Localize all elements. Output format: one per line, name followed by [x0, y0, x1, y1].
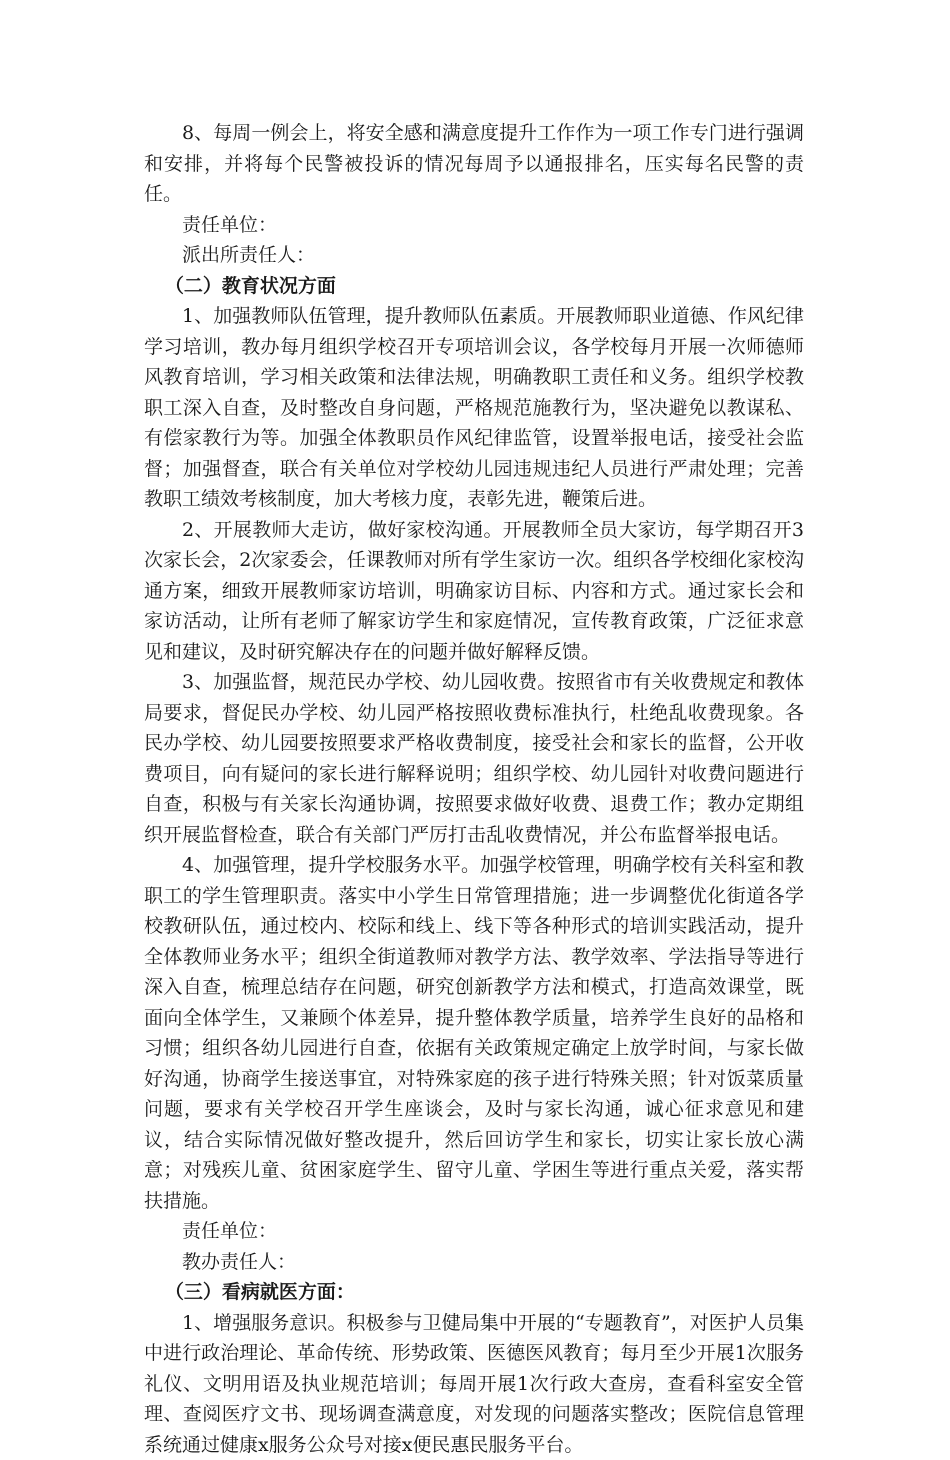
- responsible-unit-label: 责任单位：: [144, 210, 804, 241]
- police-station-responsible-person-label: 派出所责任人：: [144, 240, 804, 271]
- education-office-responsible-person-label: 教办责任人：: [144, 1247, 804, 1278]
- responsible-unit-label-2: 责任单位：: [144, 1216, 804, 1247]
- medical-paragraph-1: 1、增强服务意识。积极参与卫健局集中开展的“专题教育”，对医护人员集中进行政治理论、革命传统、形势政策、医德医风教育；每月至少开展1次服务礼仪、文明用语及执业规范培训；每周开展1次行政大查房，查看科室安全管理、查阅医疗文书、现场调查满意度，对发现的问题落实整改；医院信息管理系统通过健康x服务公众号对接x便民惠民服务平台。: [144, 1308, 804, 1460]
- education-paragraph-1: 1、加强教师队伍管理，提升教师队伍素质。开展教师职业道德、作风纪律学习培训，教办每月组织学校召开专项培训会议，各学校每月开展一次师德师风教育培训，学习相关政策和法律法规，明确教职工责任和义务。组织学校教职工深入自查，及时整改自身问题，严格规范施教行为，坚决避免以教谋私、有偿家教行为等。加强全体教职员作风纪律监管，设置举报电话，接受社会监督；加强督查，联合有关单位对学校幼儿园违规违纪人员进行严肃处理；完善教职工绩效考核制度，加大考核力度，表彰先进，鞭策后进。: [144, 301, 804, 515]
- education-paragraph-3: 3、加强监督，规范民办学校、幼儿园收费。按照省市有关收费规定和教体局要求，督促民办学校、幼儿园严格按照收费标准执行，杜绝乱收费现象。各民办学校、幼儿园要按照要求严格收费制度，接受社会和家长的监督，公开收费项目，向有疑问的家长进行解释说明；组织学校、幼儿园针对收费问题进行自查，积极与有关家长沟通协调，按照要求做好收费、退费工作；教办定期组织开展监督检查，联合有关部门严厉打击乱收费情况，并公布监督举报电话。: [144, 667, 804, 850]
- education-paragraph-2: 2、开展教师大走访，做好家校沟通。开展教师全员大家访，每学期召开3次家长会，2次家委会，任课教师对所有学生家访一次。组织各学校细化家校沟通方案，细致开展教师家访培训，明确家访目标、内容和方式。通过家长会和家访活动，让所有老师了解家访学生和家庭情况，宣传教育政策，广泛征求意见和建议，及时研究解决存在的问题并做好解释反馈。: [144, 515, 804, 668]
- education-paragraph-4: 4、加强管理，提升学校服务水平。加强学校管理，明确学校有关科室和教职工的学生管理职责。落实中小学生日常管理措施；进一步调整优化街道各学校教研队伍，通过校内、校际和线上、线下等各种形式的培训实践活动，提升全体教师业务水平；组织全街道教师对教学方法、教学效率、学法指导等进行深入自查，梳理总结存在问题，研究创新教学方法和模式，打造高效课堂，既面向全体学生，又兼顾个体差异，提升整体教学质量，培养学生良好的品格和习惯；组织各幼儿园进行自查，依据有关政策规定确定上放学时间，与家长做好沟通，协商学生接送事宜，对特殊家庭的孩子进行特殊关照；针对饭菜质量问题，要求有关学校召开学生座谈会，及时与家长沟通，诚心征求意见和建议，结合实际情况做好整改提升，然后回访学生和家长，切实让家长放心满意；对残疾儿童、贫困家庭学生、留守儿童、学困生等进行重点关爱，落实帮扶措施。: [144, 850, 804, 1216]
- section-heading-medical: （三）看病就医方面：: [144, 1277, 804, 1308]
- paragraph-item-8: 8、每周一例会上，将安全感和满意度提升工作作为一项工作专门进行强调和安排，并将每个民警被投诉的情况每周予以通报排名，压实每名民警的责任。: [144, 118, 804, 210]
- document-body: [144, 118, 804, 1460]
- section-heading-education: （二）教育状况方面: [144, 271, 804, 302]
